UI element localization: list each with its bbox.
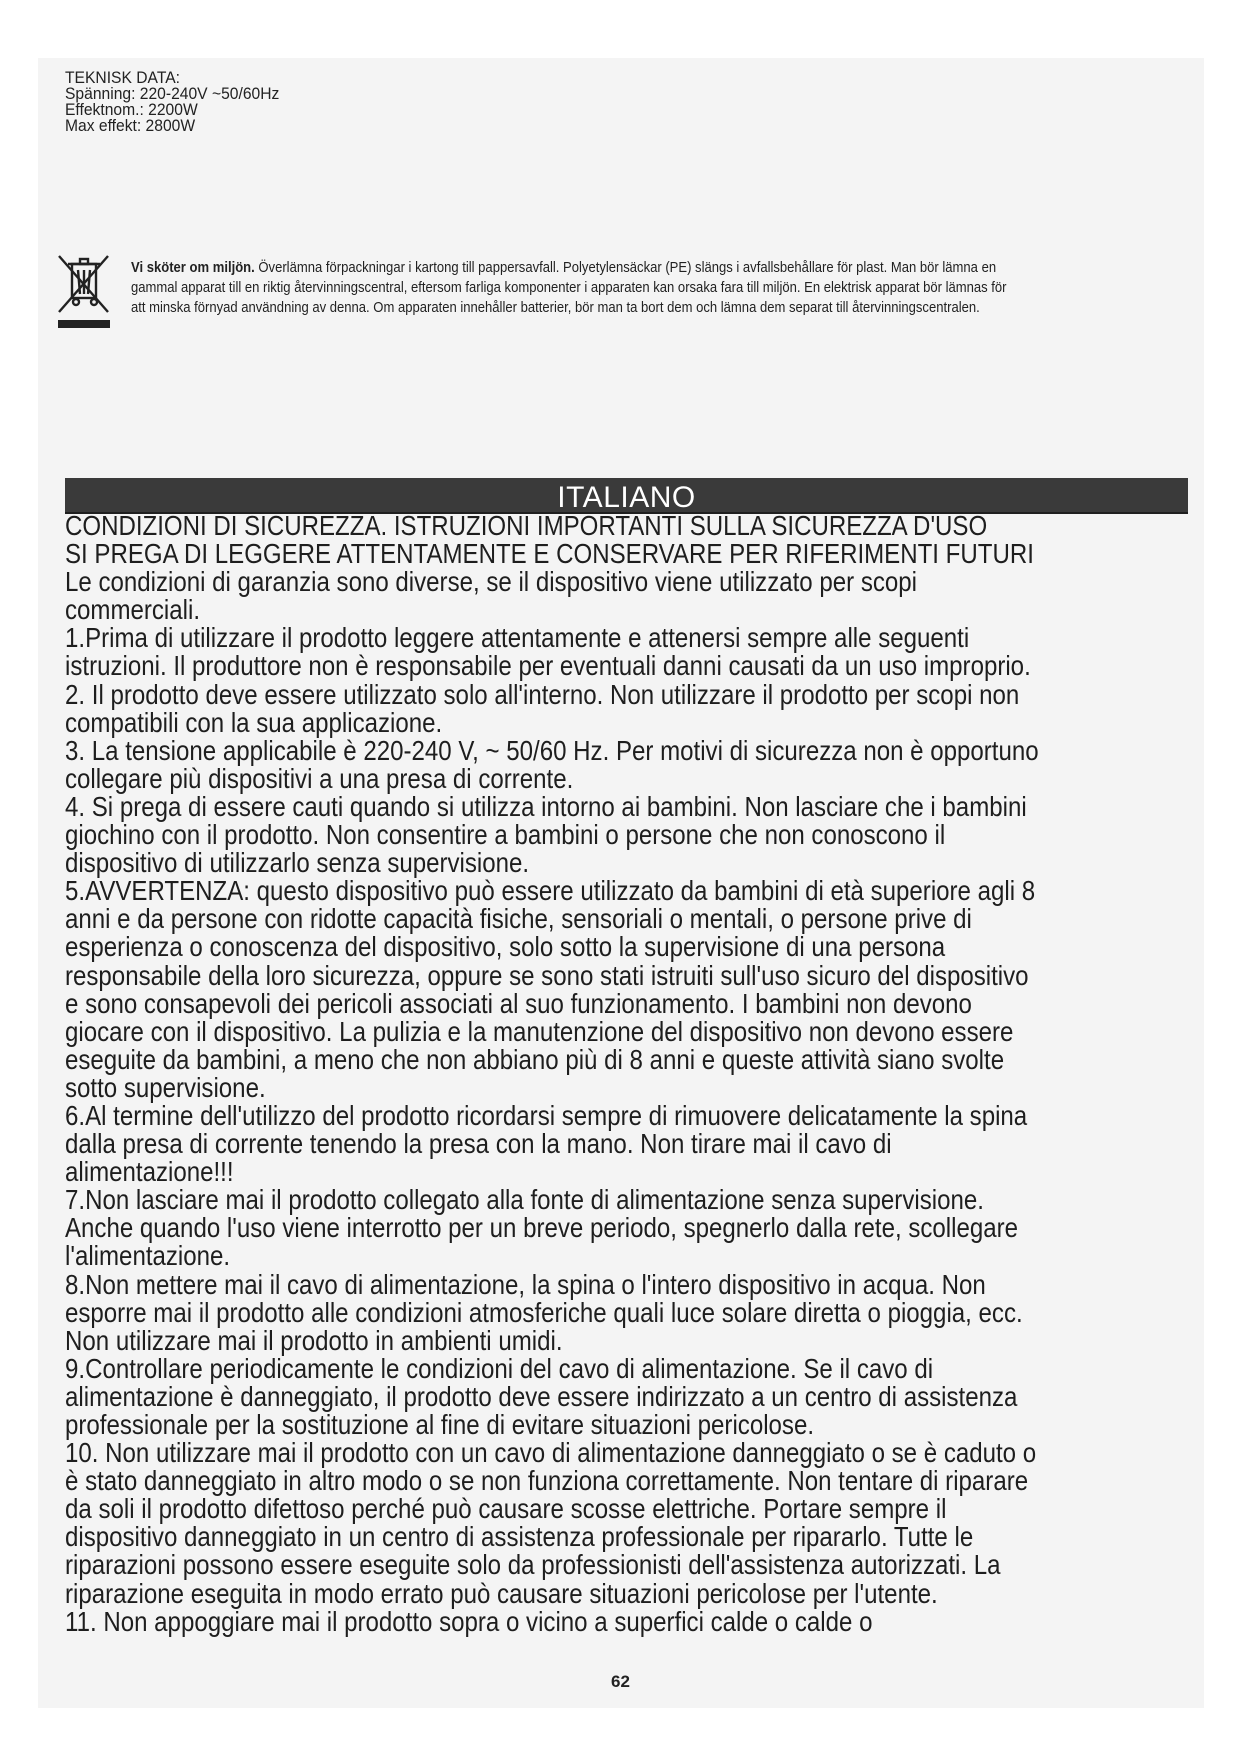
instruction-line: 9.Controllare periodicamente le condizioni del cavo di alimentazione. Se il cavo di (65, 1352, 934, 1384)
instruction-line: riparazione eseguita in modo errato può causare situazioni pericolose per l'utente. (65, 1577, 938, 1609)
instruction-line: dispositivo di utilizzarlo senza supervisione. (65, 847, 530, 879)
tech-data-rated-power: Effektnom.: 2200W (65, 100, 198, 119)
instruction-line: 6.Al termine dell'utilizzo del prodotto ricordarsi sempre di rimuovere delicatamente la spina (65, 1099, 1028, 1131)
environment-line-2: gammal apparat till en riktig återvinningscentral, eftersom farliga komponenter i apparaten kan orsaka fara till miljön. En elektrisk apparat bör lämnas för (131, 280, 1007, 296)
tech-data-voltage: Spänning: 220-240V ~50/60Hz (65, 84, 280, 103)
instruction-line: anni e da persone con ridotte capacità fisiche, sensoriali o mentali, o persone prive di (65, 903, 972, 935)
page-number: 62 (611, 1672, 630, 1691)
environment-notice (56, 252, 1176, 332)
environment-line-1: Överlämna förpackningar i kartong till pappersavfall. Polyetylensäckar (PE) slängs i avfallsbehållare för plast. Man bör lämna en (254, 260, 997, 276)
instruction-line: collegare più dispositivi a una presa di corrente. (65, 762, 574, 794)
instruction-line: 7.Non lasciare mai il prodotto collegato alla fonte di alimentazione senza supervisione. (65, 1184, 984, 1216)
instruction-line: commerciali. (65, 594, 201, 626)
instruction-line: compatibili con la sua applicazione. (65, 706, 443, 738)
instruction-line: 10. Non utilizzare mai il prodotto con un cavo di alimentazione danneggiato o se è caduto o (65, 1437, 1037, 1469)
instruction-line: esperienza o conoscenza del dispositivo, solo sotto la supervisione di una persona (65, 931, 946, 963)
instruction-line: giochino con il prodotto. Non consentire a bambini o persone che non conoscono il (65, 819, 946, 851)
instruction-line: 8.Non mettere mai il cavo di alimentazione, la spina o l'intero dispositivo in acqua. Non (65, 1268, 986, 1300)
instruction-line: riparazioni possono essere eseguite solo da professionisti dell'assistenza autorizzati. La (65, 1549, 1001, 1581)
instruction-line: eseguite da bambini, a meno che non abbiano più di 8 anni e queste attività siano svolte (65, 1043, 1005, 1075)
instruction-line: Le condizioni di garanzia sono diverse, se il dispositivo viene utilizzato per scopi (65, 566, 918, 598)
tech-data-max-power: Max effekt: 2800W (65, 116, 196, 135)
crossed-out-wheelie-bin-icon (56, 252, 114, 332)
instruction-line: alimentazione!!! (65, 1156, 234, 1188)
language-header-bar (65, 478, 1188, 514)
instruction-line: alimentazione è danneggiato, il prodotto deve essere indirizzato a un centro di assistenza (65, 1380, 1018, 1412)
environment-text (131, 258, 1121, 318)
instruction-line: Non utilizzare mai il prodotto in ambienti umidi. (65, 1324, 563, 1356)
instruction-line: e sono consapevoli dei pericoli associati al suo funzionamento. I bambini non devono (65, 987, 972, 1019)
technical-data (65, 70, 279, 134)
instruction-line: l'alimentazione. (65, 1240, 231, 1272)
instruction-line: è stato danneggiato in altro modo o se non funziona correttamente. Non tentare di riparare (65, 1465, 1029, 1497)
instruction-line: dispositivo danneggiato in un centro di assistenza professionale per ripararlo. Tutte le (65, 1521, 974, 1553)
instruction-line: istruzioni. Il produttore non è responsabile per eventuali danni causati da un uso improprio. (65, 650, 1031, 682)
instruction-line: responsabile della loro sicurezza, oppure se sono stati istruiti sull'uso sicuro del dispositivo (65, 959, 1029, 991)
instruction-line: Anche quando l'uso viene interrotto per un breve periodo, spegnerlo dalla rete, scollegare (65, 1212, 1019, 1244)
instruction-line: professionale per la sostituzione al fine di evitare situazioni pericolose. (65, 1409, 815, 1440)
tech-data-title: TEKNISK DATA: (65, 68, 181, 87)
environment-line-3: att minska förnyad användning av denna. Om apparaten innehåller batterier, bör man ta bort dem och lämna dem separat till återvinningscentralen. (131, 300, 980, 316)
instruction-line: giocare con il dispositivo. La pulizia e la manutenzione del dispositivo non devono essere (65, 1015, 1014, 1047)
safety-instructions (65, 512, 1150, 1636)
instruction-line: esporre mai il prodotto alle condizioni atmosferiche quali luce solare diretta o pioggia, ecc. (65, 1296, 1023, 1328)
instruction-line: 4. Si prega di essere cauti quando si utilizza intorno ai bambini. Non lasciare che i bambini (65, 790, 1027, 822)
language-header: ITALIANO (557, 481, 696, 514)
instruction-line: sotto supervisione. (65, 1071, 266, 1103)
environment-lead: Vi sköter om miljön. (131, 260, 255, 276)
instruction-line: SI PREGA DI LEGGERE ATTENTAMENTE E CONSERVARE PER RIFERIMENTI FUTURI (65, 538, 1034, 570)
instruction-line: 11. Non appoggiare mai il prodotto sopra o vicino a superfici calde o calde o (65, 1605, 873, 1637)
instruction-line: 5.AVVERTENZA: questo dispositivo può essere utilizzato da bambini di età superiore agli 8 (65, 875, 1036, 907)
instruction-line: 3. La tensione applicabile è 220-240 V, ~ 50/60 Hz. Per motivi di sicurezza non è opportuno (65, 734, 1039, 766)
instruction-line: CONDIZIONI DI SICUREZZA. ISTRUZIONI IMPORTANTI SULLA SICUREZZA D'USO (65, 510, 988, 541)
instruction-line: 2. Il prodotto deve essere utilizzato solo all'interno. Non utilizzare il prodotto per scopi non (65, 678, 1020, 710)
instruction-line: da soli il prodotto difettoso perché può causare scosse elettriche. Portare sempre il (65, 1493, 947, 1525)
instruction-line: dalla presa di corrente tenendo la presa con la mano. Non tirare mai il cavo di (65, 1128, 892, 1160)
instruction-line: 1.Prima di utilizzare il prodotto leggere attentamente e attenersi sempre alle seguenti (65, 622, 970, 654)
